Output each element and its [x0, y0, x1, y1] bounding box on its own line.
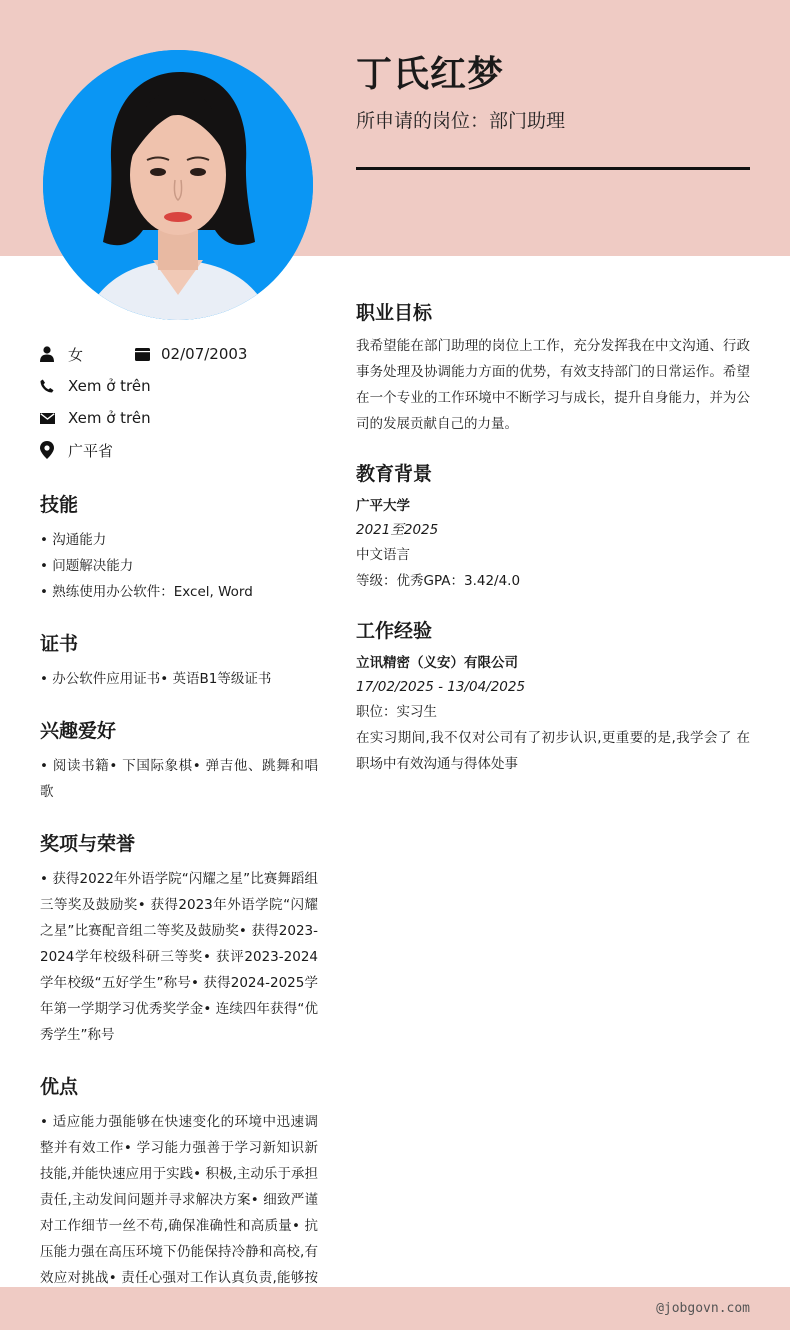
- applied-position: 所申请的岗位：部门助理: [356, 110, 566, 132]
- phone-icon: [40, 379, 68, 393]
- hobbies-text: • 阅读书籍• 下国际象棋• 弹吉他、跳舞和唱歌: [40, 758, 318, 800]
- experience-role: 职位：实习生: [356, 704, 437, 720]
- experience-section: [356, 616, 750, 777]
- location-icon: [40, 441, 68, 459]
- gender-value: 女: [68, 345, 84, 364]
- strengths-heading: 优点: [40, 1076, 79, 1098]
- skill-item: • 沟通能力: [40, 532, 107, 548]
- objective-text: 我希望能在部门助理的岗位上工作，充分发挥我在中文沟通、行政事务处理及协调能力方面的优势，有效支持部门的日常运作。希望在一个专业的工作环境中不断学习与成长，提升自身能力，并为公司的发展贡献自己的力量。: [356, 338, 750, 432]
- education-section: [356, 459, 750, 594]
- contact-row-gender-birth: [40, 338, 318, 370]
- awards-heading: 奖项与荣誉: [40, 833, 136, 855]
- experience-heading: 工作经验: [356, 620, 433, 642]
- experience-description: 在实习期间,我不仅对公司有了初步认识,更重要的是,我学会了 在职场中有效沟通与得体处事: [356, 730, 750, 772]
- email-value: Xem ở trên: [68, 409, 151, 427]
- email-icon: [40, 413, 68, 424]
- profile-photo: [43, 50, 313, 320]
- experience-dates: 17/02/2025 - 13/04/2025: [356, 679, 526, 695]
- education-dates: 2021至2025: [356, 522, 439, 538]
- footer-band: [0, 1287, 790, 1330]
- school-name: 广平大学: [356, 498, 410, 514]
- objective-section: [356, 298, 750, 437]
- contact-row-phone: [40, 370, 318, 402]
- left-column: [40, 338, 318, 1317]
- skill-item: • 问题解决能力: [40, 558, 134, 574]
- certificates-heading: 证书: [40, 633, 79, 655]
- calendar-icon: [135, 348, 161, 361]
- address-value: 广平省: [68, 441, 114, 460]
- contact-row-address: [40, 434, 318, 466]
- skills-heading: 技能: [40, 494, 79, 516]
- user-icon: [40, 346, 68, 362]
- skill-item: • 熟练使用办公软件：Excel, Word: [40, 584, 253, 600]
- phone-value: Xem ở trên: [68, 377, 151, 395]
- awards-text: • 获得2022年外语学院“闪耀之星”比赛舞蹈组三等奖及鼓励奖• 获得2023年外语学院“闪耀之星”比赛配音组二等奖及鼓励奖• 获得2023-2024学年校级科研三等奖• 获评2023-2024学年校级“五好学生”称号• 获得2024-2025学年第一学期学习优秀奖学金• 连续四年获得“优秀学生”称号: [40, 871, 318, 1043]
- company-name: 立讯精密（义安）有限公司: [356, 655, 518, 671]
- contact-row-email: [40, 402, 318, 434]
- education-major: 中文语言: [356, 547, 410, 563]
- header-divider: [356, 167, 750, 170]
- education-heading: 教育背景: [356, 463, 433, 485]
- strengths-text: • 适应能力强能够在快速变化的环境中迅速调整并有效工作• 学习能力强善于学习新知识新技能,并能快速应用于实践• 积极,主动乐于承担责任,主动发间问题并寻求解决方案• 细致严谨对工作细节一丝不苟,确保准确性和高质量• 抗压能力强在高压环境下仍能保持冷静和高校,有效应对挑战• 责任心强对工作认真负责,能够按: [40, 1114, 318, 1286]
- right-column: [356, 298, 750, 799]
- certificates-text: • 办公软件应用证书• 英语B1等级证书: [40, 671, 272, 687]
- footer-site: @jobgovn.com: [656, 1301, 750, 1316]
- candidate-name: 丁氏红梦: [356, 54, 505, 95]
- objective-heading: 职业目标: [356, 302, 433, 324]
- birthdate-value: 02/07/2003: [161, 345, 248, 363]
- education-grade: 等级：优秀GPA：3.42/4.0: [356, 573, 521, 589]
- hobbies-heading: 兴趣爱好: [40, 720, 117, 742]
